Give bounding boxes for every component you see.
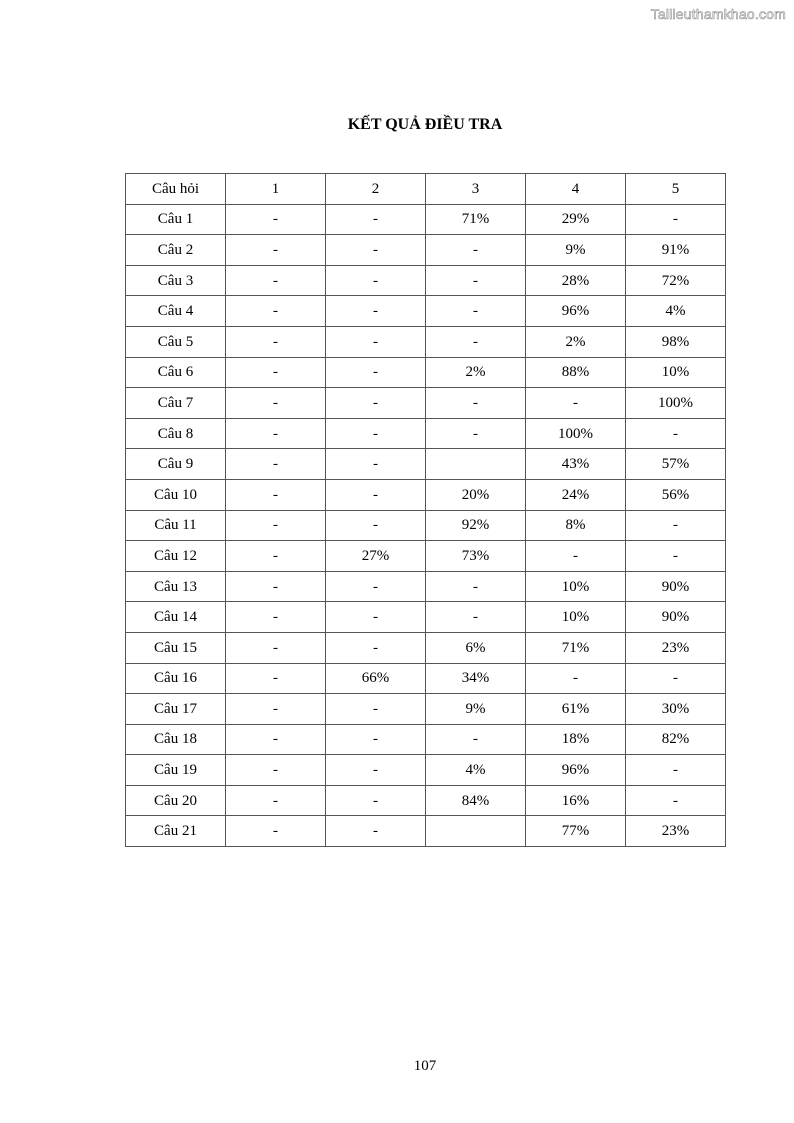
table-cell: 71%: [426, 204, 526, 235]
table-row: [126, 479, 726, 510]
table-cell: 98%: [626, 326, 726, 357]
table-cell: 30%: [626, 694, 726, 725]
table-cell: -: [326, 571, 426, 602]
table-cell: -: [626, 541, 726, 572]
table-cell: -: [226, 632, 326, 663]
table-cell: -: [326, 357, 426, 388]
table-cell: -: [326, 418, 426, 449]
header-cell-1: 1: [226, 174, 326, 205]
table-row: [126, 418, 726, 449]
table-cell: 34%: [426, 663, 526, 694]
table-row: [126, 326, 726, 357]
table-cell: -: [326, 724, 426, 755]
table-cell: 27%: [326, 541, 426, 572]
table-cell: -: [326, 785, 426, 816]
table-cell: 90%: [626, 571, 726, 602]
table-cell: 84%: [426, 785, 526, 816]
table-row: [126, 816, 726, 847]
table-cell: -: [526, 541, 626, 572]
table-cell: 18%: [526, 724, 626, 755]
table-cell: 2%: [426, 357, 526, 388]
table-cell: -: [626, 663, 726, 694]
row-label-cell: Câu 17: [126, 694, 226, 725]
table-cell: -: [226, 816, 326, 847]
table-cell: 29%: [526, 204, 626, 235]
table-body: [126, 174, 726, 847]
table-cell: 16%: [526, 785, 626, 816]
table-row: [126, 357, 726, 388]
table-cell: 2%: [526, 326, 626, 357]
table-cell: 10%: [626, 357, 726, 388]
table-cell: -: [526, 388, 626, 419]
header-cell-2: 2: [326, 174, 426, 205]
table-cell: -: [226, 663, 326, 694]
table-row: [126, 449, 726, 480]
table-cell: 9%: [526, 235, 626, 266]
table-cell: 20%: [426, 479, 526, 510]
survey-results-table: [125, 173, 726, 847]
table-cell: -: [226, 296, 326, 327]
row-label-cell: Câu 9: [126, 449, 226, 480]
table-cell: -: [226, 449, 326, 480]
row-label-cell: Câu 2: [126, 235, 226, 266]
table-row: [126, 510, 726, 541]
table-cell: -: [426, 265, 526, 296]
table-cell: -: [226, 326, 326, 357]
table-cell: -: [326, 510, 426, 541]
row-label-cell: Câu 7: [126, 388, 226, 419]
table-cell: -: [426, 602, 526, 633]
table-cell: -: [226, 479, 326, 510]
table-cell: 66%: [326, 663, 426, 694]
table-row: [126, 204, 726, 235]
table-cell: -: [226, 265, 326, 296]
table-cell: -: [226, 571, 326, 602]
table-cell: -: [426, 326, 526, 357]
table-cell: 71%: [526, 632, 626, 663]
table-cell: -: [326, 449, 426, 480]
table-row: [126, 785, 726, 816]
row-label-cell: Câu 8: [126, 418, 226, 449]
table-row: [126, 541, 726, 572]
table-cell: -: [626, 204, 726, 235]
table-cell: -: [526, 663, 626, 694]
row-label-cell: Câu 18: [126, 724, 226, 755]
row-label-cell: Câu 13: [126, 571, 226, 602]
table-row: [126, 663, 726, 694]
table-cell: 57%: [626, 449, 726, 480]
table-cell: 92%: [426, 510, 526, 541]
table-cell: -: [426, 388, 526, 419]
table-header-row: [126, 174, 726, 205]
table-cell: -: [426, 296, 526, 327]
table-cell: 77%: [526, 816, 626, 847]
table-cell: -: [226, 204, 326, 235]
table-cell: -: [226, 357, 326, 388]
table-cell: -: [326, 204, 426, 235]
row-label-cell: Câu 19: [126, 755, 226, 786]
table-cell: -: [226, 235, 326, 266]
table-cell: -: [626, 510, 726, 541]
table-cell: -: [226, 724, 326, 755]
row-label-cell: Câu 10: [126, 479, 226, 510]
table-cell: -: [426, 571, 526, 602]
row-label-cell: Câu 4: [126, 296, 226, 327]
row-label-cell: Câu 14: [126, 602, 226, 633]
table-cell: 43%: [526, 449, 626, 480]
table-cell: 90%: [626, 602, 726, 633]
header-cell-4: 4: [526, 174, 626, 205]
table-cell: 88%: [526, 357, 626, 388]
table-cell: -: [226, 388, 326, 419]
watermark: Tailieuthamkhao.com: [650, 6, 786, 22]
table-cell: -: [326, 388, 426, 419]
table-cell: [426, 816, 526, 847]
row-label-cell: Câu 5: [126, 326, 226, 357]
row-label-cell: Câu 6: [126, 357, 226, 388]
table-cell: -: [626, 755, 726, 786]
table-cell: 56%: [626, 479, 726, 510]
table-cell: 100%: [626, 388, 726, 419]
table-row: [126, 571, 726, 602]
table-cell: -: [426, 724, 526, 755]
header-cell-question: Câu hỏi: [126, 174, 226, 205]
table-cell: 91%: [626, 235, 726, 266]
table-cell: 28%: [526, 265, 626, 296]
table-cell: -: [226, 418, 326, 449]
table-row: [126, 265, 726, 296]
table-cell: 10%: [526, 571, 626, 602]
table-row: [126, 632, 726, 663]
page-number: 107: [413, 1058, 437, 1074]
table-cell: -: [326, 816, 426, 847]
table-cell: -: [626, 418, 726, 449]
table-cell: -: [226, 785, 326, 816]
table-row: [126, 388, 726, 419]
table-cell: -: [226, 541, 326, 572]
table-cell: 96%: [526, 296, 626, 327]
table-cell: -: [326, 265, 426, 296]
table-cell: 61%: [526, 694, 626, 725]
table-cell: 72%: [626, 265, 726, 296]
table-row: [126, 235, 726, 266]
table-row: [126, 724, 726, 755]
table-row: [126, 296, 726, 327]
table-cell: -: [326, 694, 426, 725]
table-cell: -: [326, 755, 426, 786]
table-cell: -: [226, 755, 326, 786]
table-cell: -: [426, 418, 526, 449]
table-cell: 23%: [626, 816, 726, 847]
row-label-cell: Câu 11: [126, 510, 226, 541]
table-cell: 23%: [626, 632, 726, 663]
row-label-cell: Câu 21: [126, 816, 226, 847]
table-cell: -: [326, 479, 426, 510]
table-cell: 9%: [426, 694, 526, 725]
table-cell: 100%: [526, 418, 626, 449]
table-cell: 4%: [626, 296, 726, 327]
header-cell-5: 5: [626, 174, 726, 205]
table-row: [126, 602, 726, 633]
table-cell: 73%: [426, 541, 526, 572]
table-cell: [426, 449, 526, 480]
table-cell: -: [326, 296, 426, 327]
row-label-cell: Câu 16: [126, 663, 226, 694]
row-label-cell: Câu 12: [126, 541, 226, 572]
table-cell: -: [326, 235, 426, 266]
table-cell: -: [326, 632, 426, 663]
row-label-cell: Câu 1: [126, 204, 226, 235]
table-cell: -: [226, 510, 326, 541]
page-title: KẾT QUẢ ĐIỀU TRA: [347, 116, 503, 133]
table-cell: 10%: [526, 602, 626, 633]
table-cell: -: [326, 602, 426, 633]
table-cell: -: [426, 235, 526, 266]
row-label-cell: Câu 15: [126, 632, 226, 663]
table-cell: 82%: [626, 724, 726, 755]
table-cell: -: [326, 326, 426, 357]
table-cell: -: [626, 785, 726, 816]
table-cell: 4%: [426, 755, 526, 786]
table-cell: 8%: [526, 510, 626, 541]
table-cell: 24%: [526, 479, 626, 510]
header-cell-3: 3: [426, 174, 526, 205]
table-cell: 96%: [526, 755, 626, 786]
table-cell: -: [226, 694, 326, 725]
table-row: [126, 694, 726, 725]
table-cell: -: [226, 602, 326, 633]
row-label-cell: Câu 20: [126, 785, 226, 816]
table-row: [126, 755, 726, 786]
table-cell: 6%: [426, 632, 526, 663]
row-label-cell: Câu 3: [126, 265, 226, 296]
